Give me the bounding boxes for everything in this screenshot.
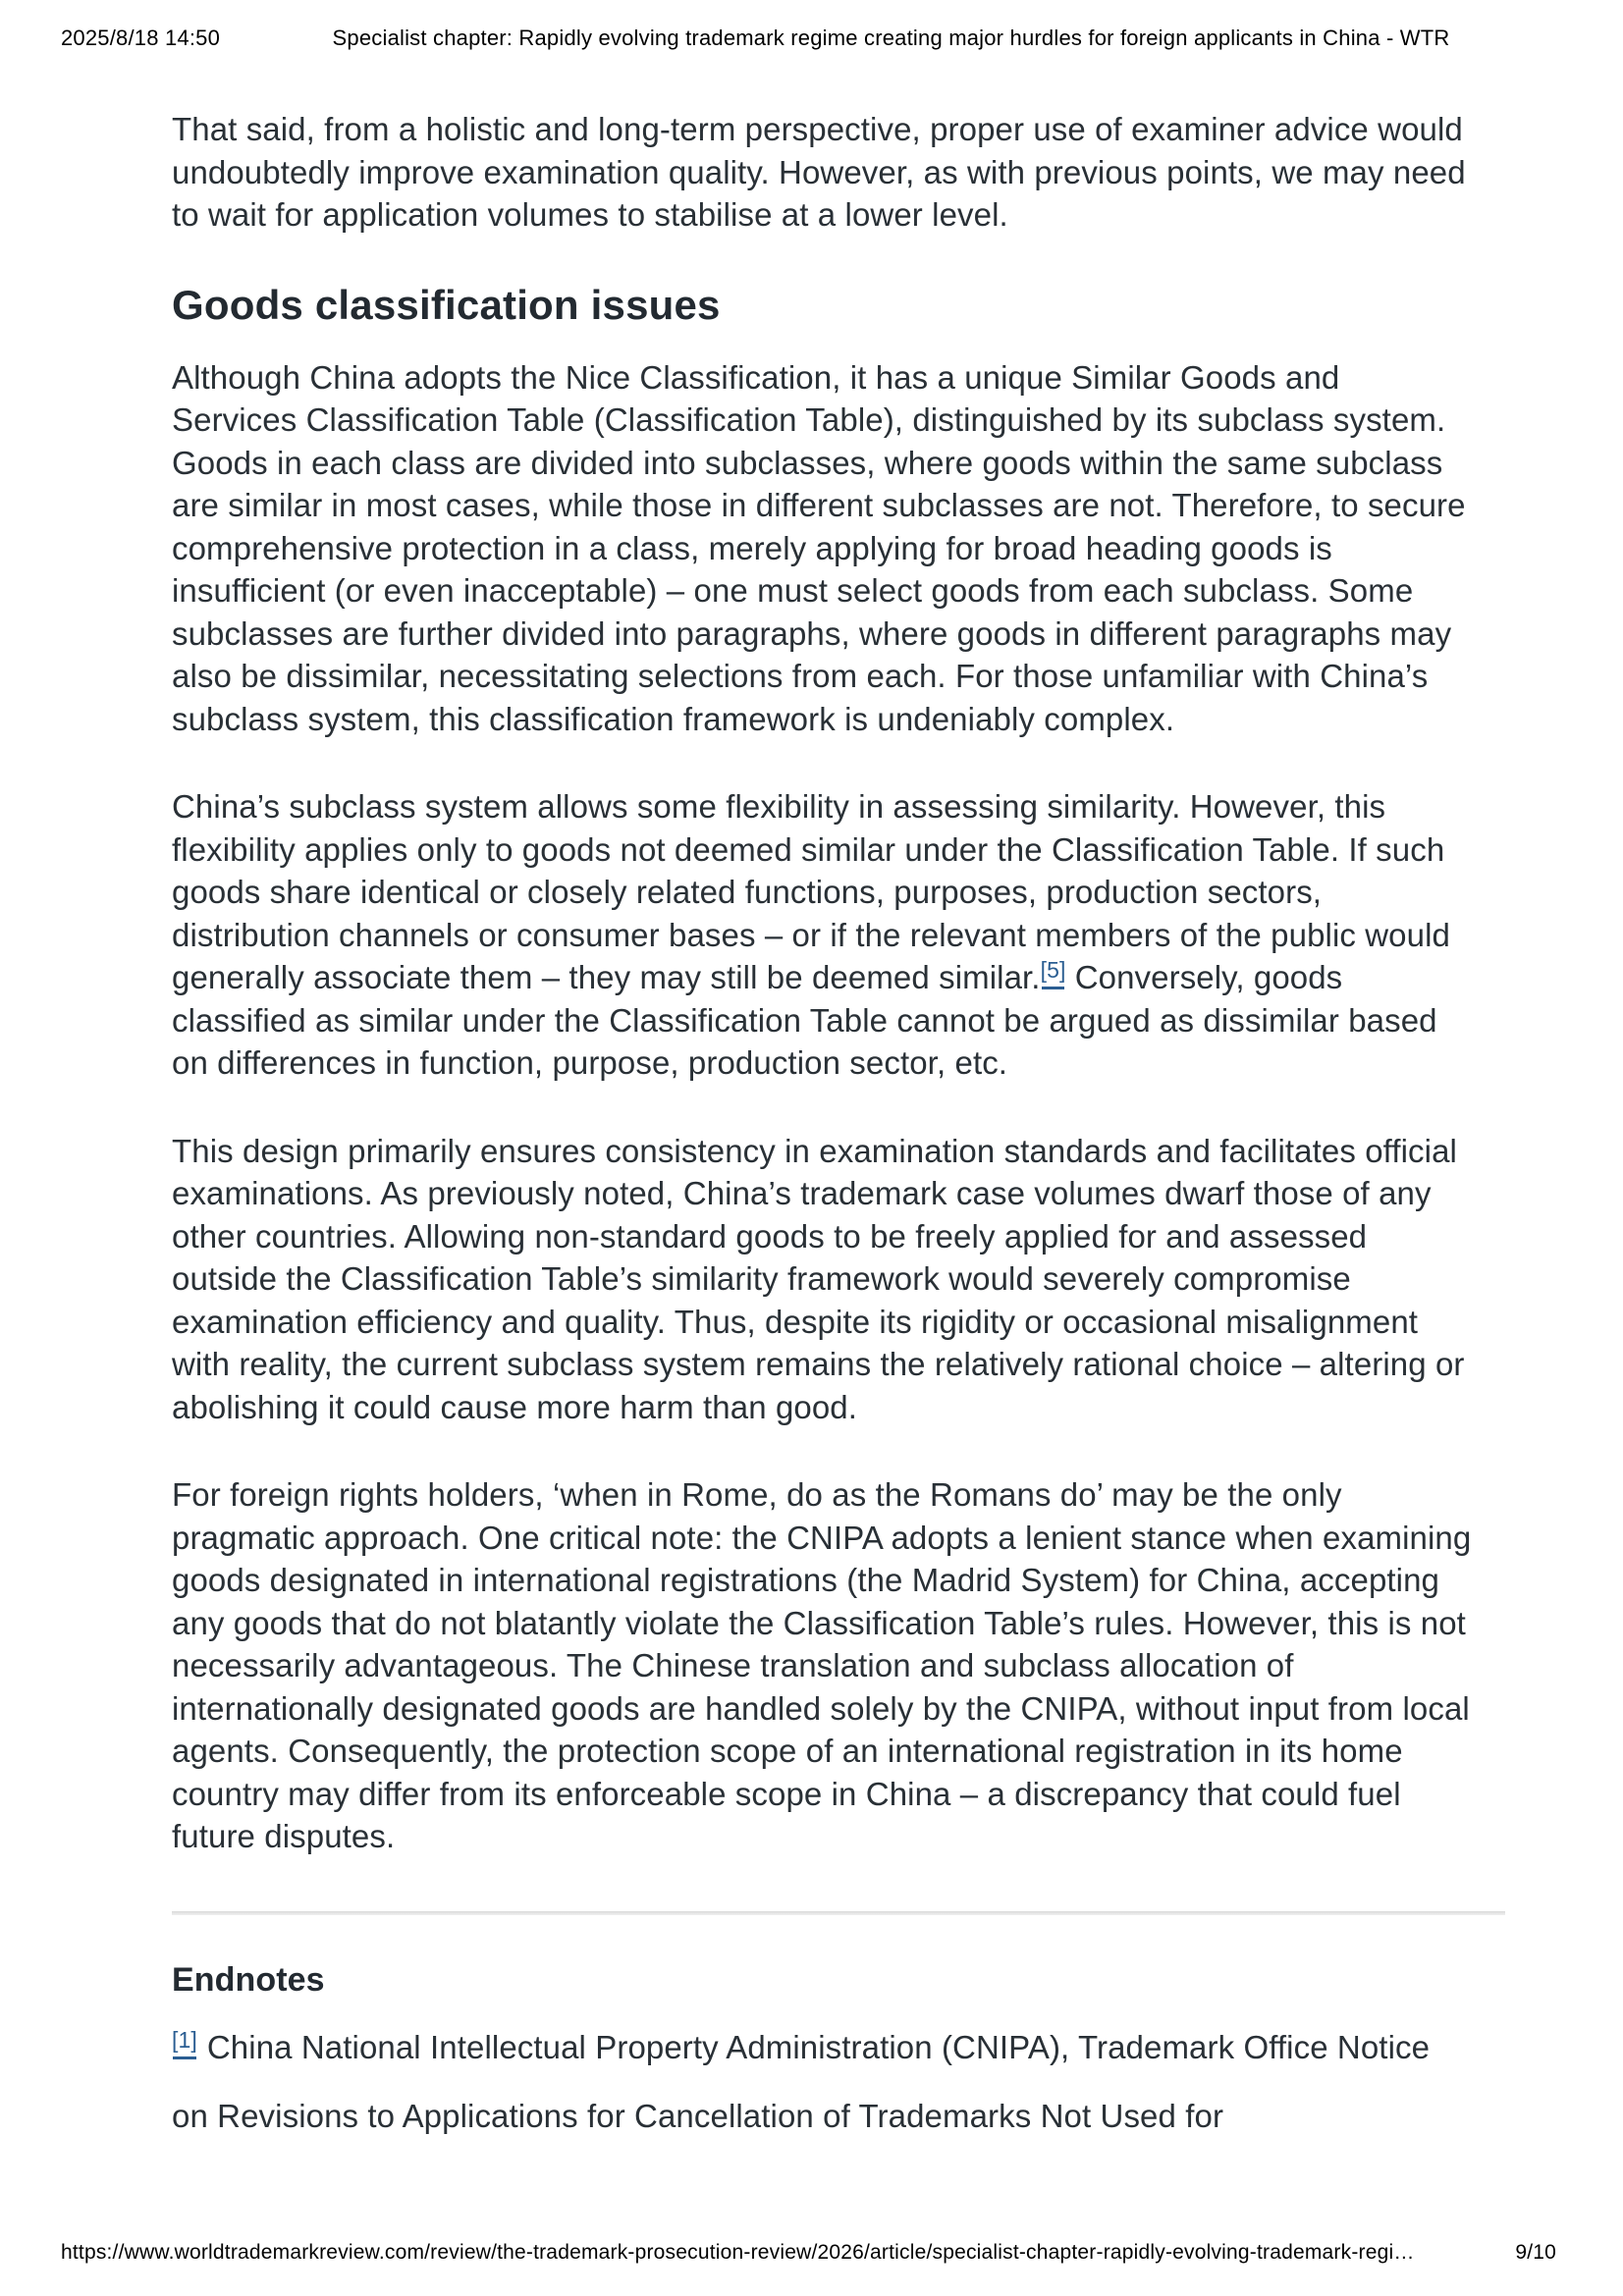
paragraph-classification: Although China adopts the Nice Classification, it has a unique Similar Goods and Services Classification Table (Classification Table), distinguished by its subclass system. Goods in each class are divided into subclasses, where goods within the same subclass are similar in most cases, while those in different subclasses are not. Therefore, to secure comprehensive protection in a class, merely applying for broad heading goods is insufficient (or even inacceptable) – one must select goods from each subclass. Some subclasses are further divided into paragraphs, where goods in different paragraphs may also be dissimilar, necessitating selections from each. For those unfamiliar with China’s subclass system, this classification framework is undeniably complex.: [172, 358, 1466, 737]
section-divider: [172, 1911, 1505, 1915]
section-heading: Goods classification issues: [172, 281, 721, 328]
paragraph-flexibility-continued: Conversely, goods classified as similar under the Classification Table cannot be argued as dissimilar based on differences in function, purpose, production sector, etc.: [172, 959, 1437, 1081]
print-title: Specialist chapter: Rapidly evolving trademark regime creating major hurdles for foreign applicants in China - WTR: [332, 26, 1450, 50]
endnotes-heading: Endnotes: [172, 1960, 325, 1999]
paragraph-intro: That said, from a holistic and long-term perspective, proper use of examiner advice would undoubtedly improve examination quality. However, as with previous points, we may need to wait for application volumes to stabilise at a lower level.: [172, 111, 1466, 233]
print-datetime: 2025/8/18 14:50: [61, 26, 221, 50]
paragraph-design: This design primarily ensures consistency in examination standards and facilitates official examinations. As previously noted, China’s trademark case volumes dwarf those of any other countries. Allowing non-standard goods to be freely applied for and assessed outside the Classification Table’s similarity framework would severely compromise examination efficiency and quality. Thus, despite its rigidity or occasional misalignment with reality, the current subclass system remains the relatively rational choice – altering or abolishing it could cause more harm than good.: [172, 1132, 1465, 1425]
print-footer: [61, 2241, 1556, 2265]
page-number: 9/10: [1515, 2241, 1556, 2264]
paragraph-flexibility: China’s subclass system allows some flexibility in assessing similarity. However, this flexibility applies only to goods not deemed similar under the Classification Table. If such goods share identical or closely related functions, purposes, production sectors, distribution channels or consumer bases – or if the relevant members of the public would generally associate them – they may still be deemed similar.[5] Conversely, goods classified as similar under the Classification Table cannot be argued as dissimilar based on differences in function, purpose, production sector, etc.: [172, 788, 1450, 1081]
article-content: [172, 108, 1473, 2196]
print-header: [61, 26, 1562, 51]
endnote-1-text: China National Intellectual Property Administration (CNIPA), Trademark Office Notice on Revisions to Applications for Cancellation of Trademarks Not Used for: [172, 2028, 1431, 2134]
paragraph-foreign-holders: For foreign rights holders, ‘when in Rome, do as the Romans do’ may be the only pragmatic approach. One critical note: the CNIPA adopts a lenient stance when examining goods designated in international registrations (the Madrid System) for China, accepting any goods that do not blatantly violate the Classification Table’s rules. However, this is not necessarily advantageous. The Chinese translation and subclass allocation of internationally designated goods are handled solely by the CNIPA, without input from local agents. Consequently, the protection scope of an international registration in its home country may differ from its enforceable scope in China – a discrepancy that could fuel future disputes.: [172, 1476, 1472, 1854]
paragraph-flexibility-text: China’s subclass system allows some flexibility in assessing similarity. However, this flexibility applies only to goods not deemed similar under the Classification Table. If such goods share identical or closely related functions, purposes, production sectors, distribution channels or consumer bases – or if the relevant members of the public would generally associate them – they may still be deemed similar.: [172, 788, 1450, 995]
source-url: https://www.worldtrademarkreview.com/review/the-trademark-prosecution-review/2026/article/specialist-chapter-rapidly-evolving-trademark-regi…: [61, 2241, 1415, 2264]
endnote-item-1: [1] China National Intellectual Property Administration (CNIPA), Trademark Office Notice on Revisions to Applications for Cancellation of Trademarks Not Used for: [172, 2026, 1431, 2134]
